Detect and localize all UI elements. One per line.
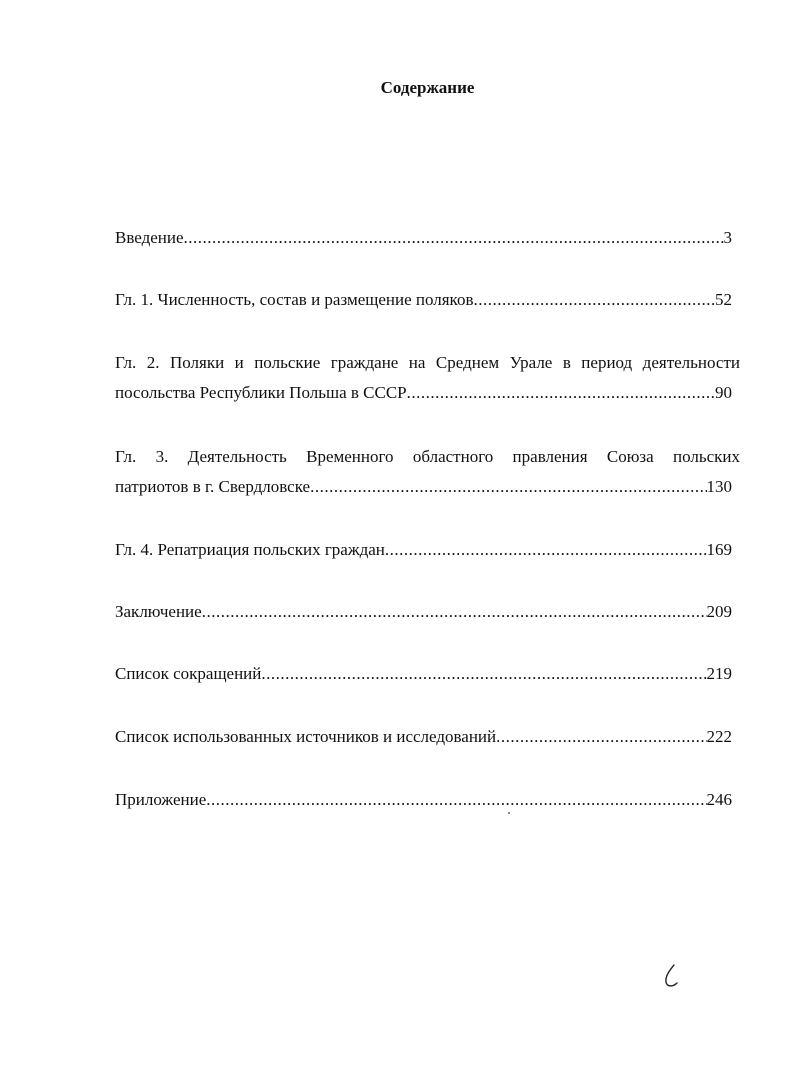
toc-entry-label: Список использованных источников и исследований [115,727,497,746]
dot-leader [385,535,707,565]
toc-entry-page: 3 [723,228,732,247]
toc-entry-label: Гл. 1. Численность, состав и размещение поляков [115,290,474,309]
toc-entry-label: Список сокращений [115,664,262,683]
page-title: Содержание [380,78,475,97]
toc-entry-page: 219 [706,664,732,683]
handwritten-page-mark [660,962,682,990]
toc-entry-label: Введение [115,228,184,247]
dot-leader [206,785,706,815]
scan-speck [508,812,510,814]
dot-leader [473,285,715,315]
dot-leader [407,378,715,408]
toc-entry-sources [115,722,740,752]
toc-entry-page: 222 [706,727,732,746]
toc-entry-label: Гл. 4. Репатриация польских граждан [115,540,385,559]
toc-entry-page: 52 [715,290,732,309]
toc-entry-label: Приложение [115,790,207,809]
dot-leader [261,659,706,689]
toc-entry-appendix [115,785,740,815]
toc-entry-page: 169 [706,540,732,559]
dot-leader [496,722,706,752]
toc-entry-chapter-3 [115,442,740,502]
toc-entry-label: патриотов в г. Свердловске [115,477,311,496]
toc-entry-page: 130 [706,477,732,496]
toc-entry-label: Заключение [115,602,202,621]
toc-entry-page: 90 [715,383,732,402]
toc-entry-abbreviations [115,659,740,689]
toc-entry-chapter-2 [115,348,740,408]
dot-leader [184,223,724,253]
toc-entry-first-line: Гл. 2. Поляки и польские граждане на Среднем Урале в период деятельности [115,353,740,372]
toc-entry-label: посольства Республики Польша в СССР [115,383,407,402]
toc-entry-conclusion [115,597,740,627]
toc-entry-page: 209 [706,602,732,621]
toc-entry-page: 246 [706,790,732,809]
toc-entry-chapter-4 [115,535,740,565]
dot-leader [310,472,706,502]
toc-entry-chapter-1 [115,285,740,315]
toc-entry-first-line: Гл. 3. Деятельность Временного областного правления Союза польских [115,447,740,466]
dot-leader [202,597,707,627]
toc-entry-introduction [115,223,740,253]
